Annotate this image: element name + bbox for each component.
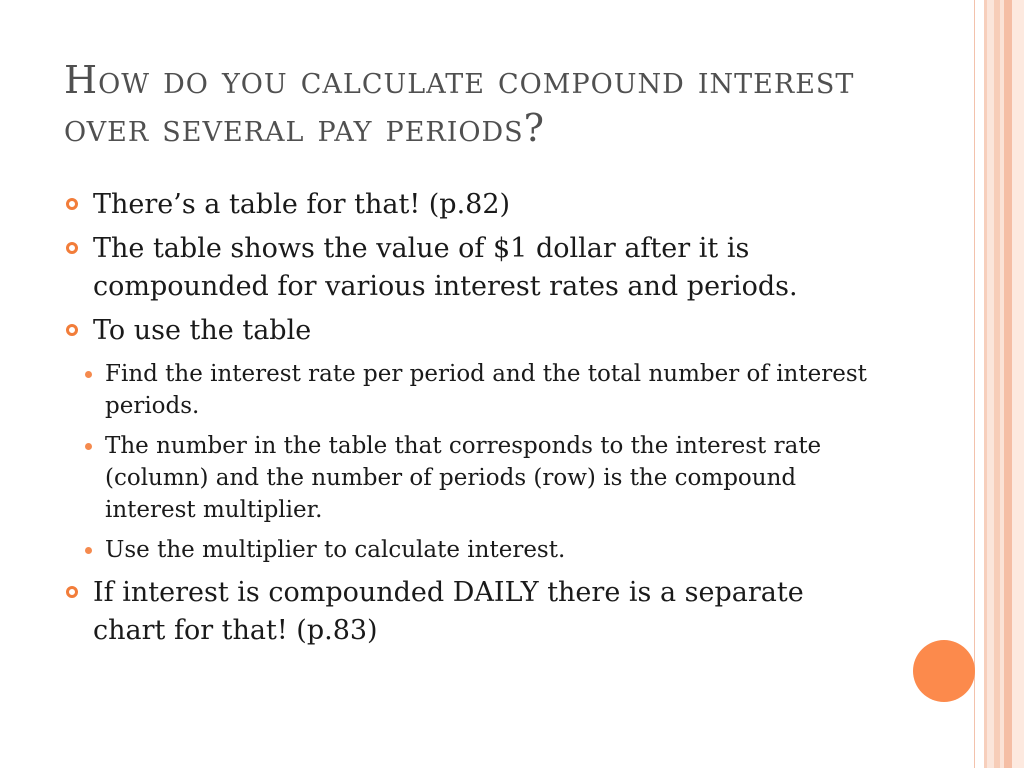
sub-bullet-list [77,358,884,566]
decorative-circle [913,640,975,702]
bullet-text: There’s a table for that! (p.82) [93,189,511,220]
stripe [1004,0,1012,768]
bullet-text: The table shows the value of $1 dollar after it is compounded for various interest rates and periods. [93,233,798,302]
stripe [974,0,975,768]
bullet-item [64,574,884,650]
dot-bullet-icon [85,371,92,378]
sub-bullet-item [77,430,884,526]
sub-bullet-item [77,358,884,422]
stripe [1012,0,1024,768]
bullet-list [64,186,884,656]
decorative-stripes [974,0,1024,768]
bullet-text: To use the table [93,315,312,346]
dot-bullet-icon [85,443,92,450]
sub-bullet-text: Use the multiplier to calculate interest. [105,537,566,563]
bullet-item [64,186,884,224]
sub-bullet-text: Find the interest rate per period and the total number of interest periods. [105,361,867,419]
bullet-item [64,230,884,306]
dot-bullet-icon [85,547,92,554]
ring-bullet-icon [66,198,78,210]
sub-bullet-text: The number in the table that corresponds to the interest rate (column) and the number of periods (row) is the compound interest multiplier. [105,433,822,523]
stripe [987,0,994,768]
ring-bullet-icon [66,242,78,254]
bullet-item [64,312,884,566]
ring-bullet-icon [66,324,78,336]
slide-title: How do you calculate compound interest over several pay periods? [64,58,855,150]
ring-bullet-icon [66,586,78,598]
bullet-text: If interest is compounded DAILY there is a separate chart for that! (p.83) [93,577,804,646]
sub-bullet-item [77,534,884,566]
